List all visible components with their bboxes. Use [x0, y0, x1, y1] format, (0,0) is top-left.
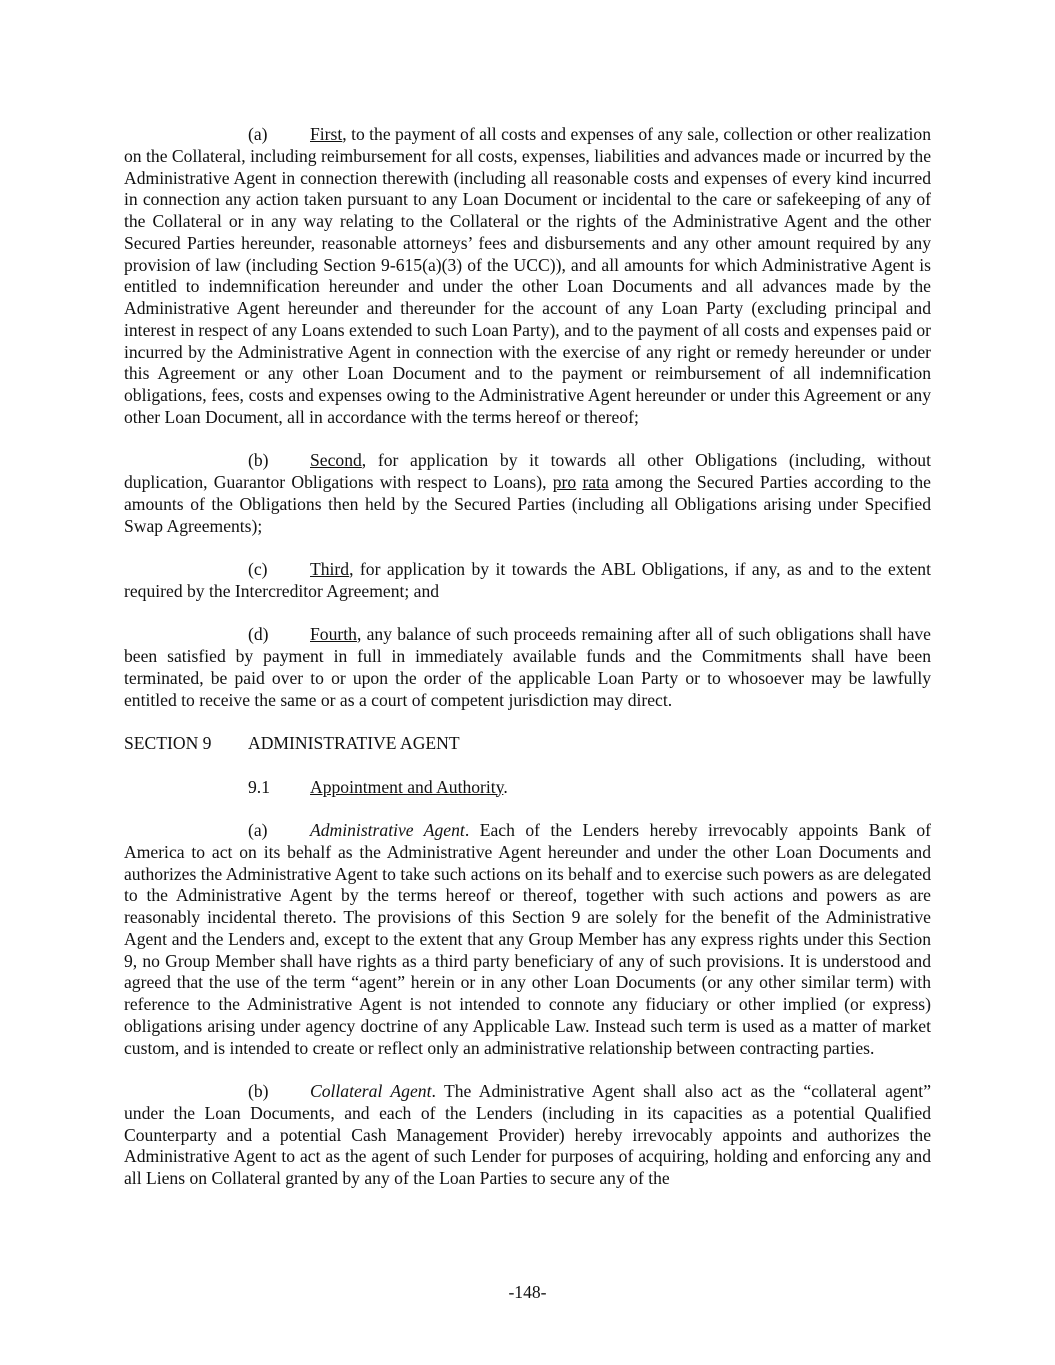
- section-number: SECTION 9: [124, 733, 212, 753]
- paragraph-text: among the Secured Parties according to the amounts of the Obligations then held by the Secured Parties (including all Obligations arising under Specified Swap Agreements);: [124, 472, 931, 536]
- paragraph-second: [124, 450, 931, 537]
- paragraph-lead-term: Second: [310, 450, 362, 471]
- document-page: [124, 124, 931, 1212]
- subsection-title-period: .: [503, 776, 508, 797]
- paragraph-text: , for application by it towards the ABL Obligations, if any, as and to the extent required by the Intercreditor Agreement; and: [124, 559, 931, 601]
- paragraph-text: . The Administrative Agent shall also act as the “collateral agent” under the Loan Documents, and each of the Lenders (including in its capacities as a potential Qualified Counterparty and a potential Cash Management Provider) hereby irrevocably appoints and authorizes the Administrative Agent to act as the agent of such Lender for purposes of acquiring, holding and enforcing any and all Liens on Collateral granted by any of the Loan Parties to secure any of the: [124, 1081, 932, 1188]
- paragraph-lead-term: Third: [310, 559, 350, 579]
- subsection-number: 9.1: [248, 776, 270, 797]
- paragraph-first: [124, 124, 931, 429]
- paragraph-lead-term: Administrative Agent: [310, 820, 465, 840]
- paragraph-fourth: [124, 624, 931, 711]
- section-heading: [124, 733, 931, 755]
- paragraph-third: [124, 559, 931, 603]
- paragraph-text: . Each of the Lenders hereby irrevocably appoints Bank of America to act on its behalf as the Administrative Agent hereunder and under the other Loan Documents and authorizes the Administrative Agent to take such actions on its behalf and to exercise such powers as are delegated to the Administrative Agent by the terms hereof or thereof, together with such actions and powers as are reasonably incidental thereto. The provisions of this Section 9 are solely for the benefit of the Administrative Agent and the Lenders and, except to the extent that any Group Member has any express rights under this Section 9, no Group Member shall have rights as a third party beneficiary of any of such provisions. It is understood and agreed that the use of the term “agent” herein or in any other Loan Documents (or any other similar term) with reference to the Administrative Agent is not intended to connote any fiduciary or other implied (or express) obligations arising under agency doctrine of any Applicable Law. Instead such term is used as a matter of market custom, and is intended to create or reflect only an administrative relationship between contracting parties.: [124, 820, 931, 1058]
- subsection-title: Appointment and Authority: [310, 776, 504, 797]
- paragraph-collateral-agent: [124, 1081, 931, 1190]
- paragraph-text: , for application by it towards all other Obligations (including, without duplication, Guarantor Obligations with respect to Loans),: [124, 450, 931, 492]
- paragraph-text: , to the payment of all costs and expenses of any sale, collection or other realization on the Collateral, including reimbursement for all costs, expenses, liabilities and advances made or incurred by the Administrative Agent in connection therewith (including all reasonable costs and expenses of every kind incurred in connection any action taken pursuant to any Loan Document or incidental to the care or safekeeping of any of the Collateral or in any way relating to the Collateral or the rights of the Administrative Agent and the other Secured Parties hereunder, reasonable attorneys’ fees and disbursements and any other amount required by any provision of law (including Section 9-615(a)(3) of the UCC)), and all amounts for which Administrative Agent is entitled to indemnification hereunder and under the other Loan Documents and all advances made by the Administrative Agent hereunder and thereunder for the account of any Loan Party (excluding principal and interest in respect of any Loans extended to such Loan Party), and to the payment of all costs and expenses paid or incurred by the Administrative Agent in connection with the exercise of any right or remedy hereunder or under this Agreement or any other Loan Document and to the payment or reimbursement of all indemnification obligations, fees, costs and expenses owing to the Administrative Agent hereunder or under this Agreement or any other Loan Document, all in accordance with the terms hereof or thereof;: [124, 124, 931, 427]
- paragraph-lead-term: First: [310, 124, 343, 144]
- rata-term: rata: [582, 472, 609, 492]
- paragraph-label: (b): [248, 1081, 269, 1101]
- paragraph-lead-term: Collateral Agent: [310, 1081, 432, 1101]
- page-number: -148-: [508, 1282, 547, 1302]
- pro-term: pro: [552, 472, 577, 492]
- paragraph-label: (a): [248, 820, 268, 840]
- paragraph-label: (a): [248, 124, 268, 144]
- paragraph-administrative-agent: [124, 820, 931, 1059]
- subsection-heading: [248, 777, 931, 799]
- paragraph-label: (c): [248, 559, 268, 579]
- paragraph-text: , any balance of such proceeds remaining after all of such obligations shall have been satisfied by payment in full in immediately available funds and the Commitments shall have been terminated, be paid over to or upon the order of the applicable Loan Party or to whosoever may be lawfully entitled to receive the same or as a court of competent jurisdiction may direct.: [124, 624, 931, 710]
- paragraph-label: (d): [248, 624, 269, 645]
- paragraph-lead-term: Fourth: [310, 624, 357, 645]
- section-title: ADMINISTRATIVE AGENT: [248, 733, 460, 753]
- paragraph-label: (b): [248, 450, 269, 471]
